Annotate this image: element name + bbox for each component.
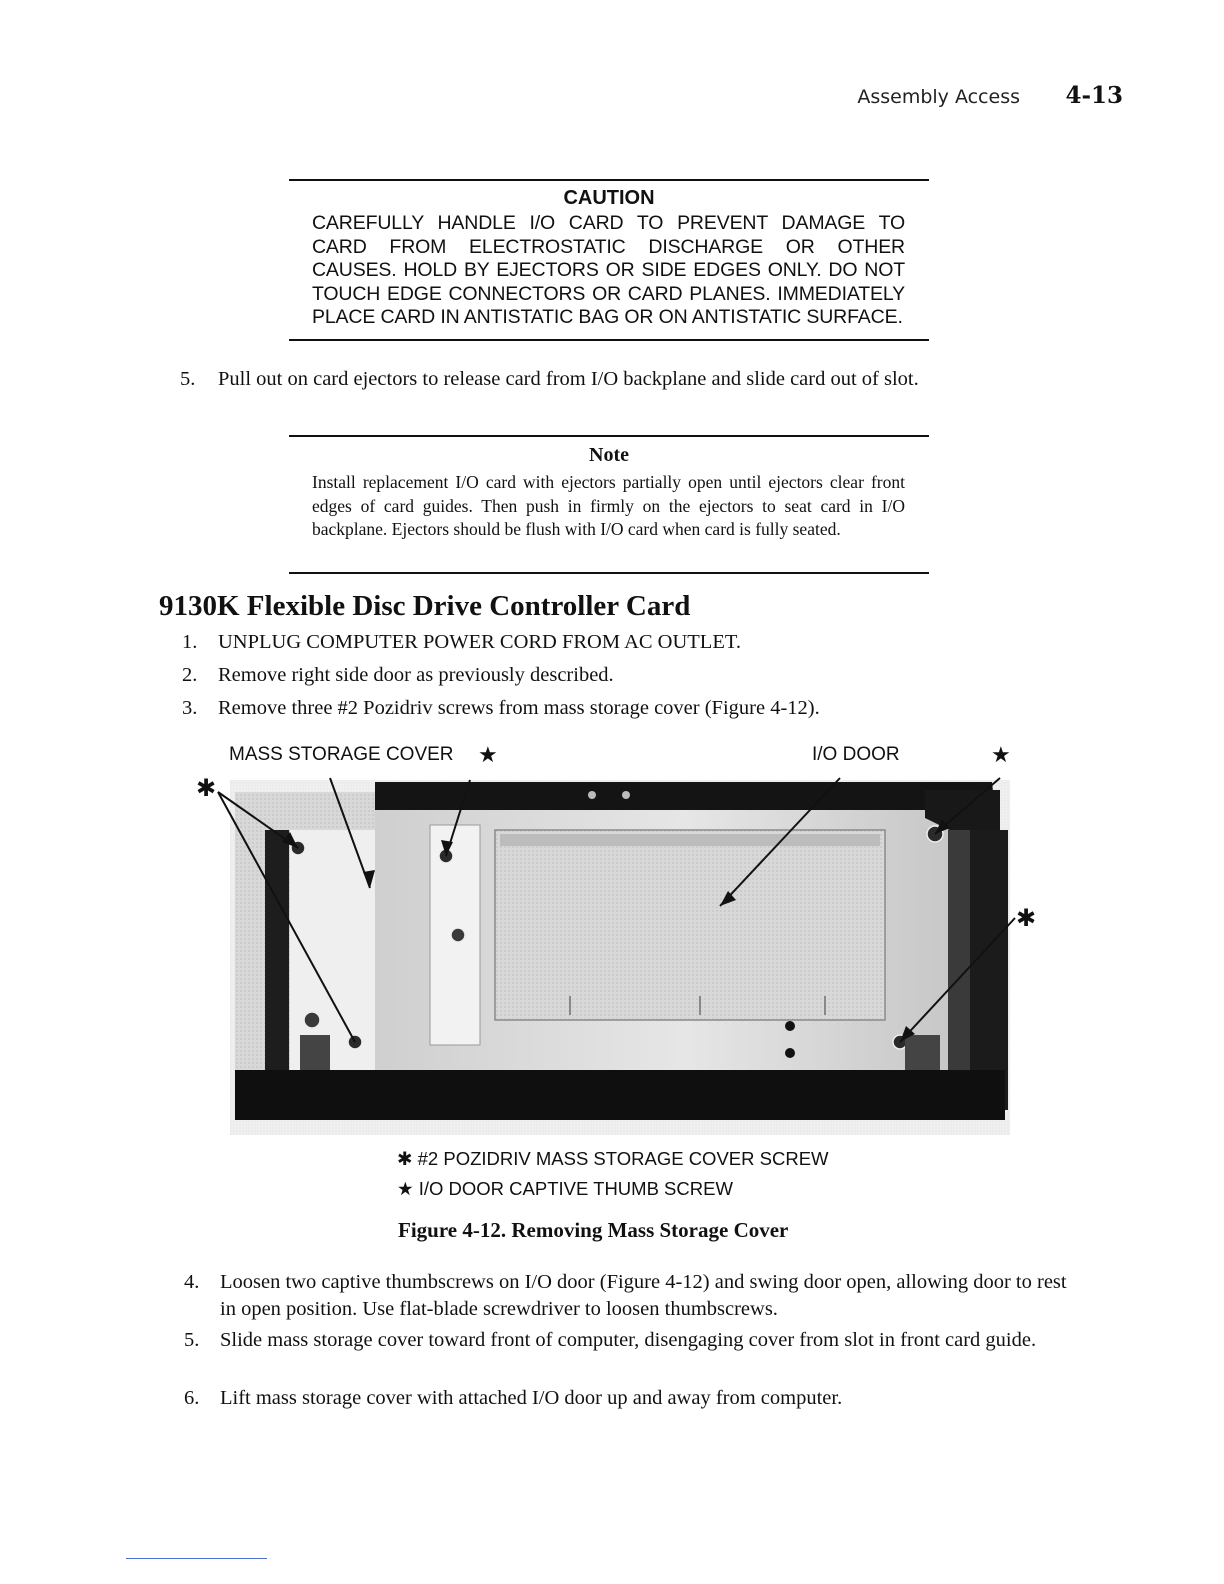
page-number: 4-13 [1065,82,1123,109]
step-3 [182,695,820,722]
step-number: 6. [184,1387,200,1409]
step-number: 5. [180,368,196,390]
caution-body: CAREFULLY HANDLE I/O CARD TO PREVENT DAMAGE TO CARD FROM ELECTROSTATIC DISCHARGE OR OTHER CAUSES. HOLD BY EJECTORS OR SIDE EDGES ONLY. DO NOT TOUCH EDGE CONNECTORS OR CARD PLANES. IMMEDIATELY PLACE CARD IN ANTISTATIC BAG OR ON ANTISTATIC SURFACE. [312,212,905,328]
step-number: 2. [182,664,198,686]
asterisk-marker-icon: ✱ [1016,904,1037,932]
step-4 [184,1269,1084,1323]
step-text: Lift mass storage cover with attached I/O door up and away from computer. [220,1387,843,1409]
star-marker-icon: ★ [991,743,1011,768]
label-mass-storage-cover: MASS STORAGE COVER [229,744,454,765]
step-text: Pull out on card ejectors to release card from I/O backplane and slide card out of slot. [218,368,919,390]
step-text: UNPLUG COMPUTER POWER CORD FROM AC OUTLET. [218,631,741,653]
step-5-slide-cover [184,1327,1084,1354]
caution-title: CAUTION [563,187,655,209]
note-body: Install replacement I/O card with ejectors partially open until ejectors clear front edges of card guides. Then push in firmly on the ejectors to seat card in I/O backplane. Ejectors should be flush with I/O card when card is fully seated. [312,472,905,539]
legend-asterisk-screw: ✱ #2 POZIDRIV MASS STORAGE COVER SCREW [397,1148,829,1169]
legend-star-thumbscrew: ★ I/O DOOR CAPTIVE THUMB SCREW [397,1178,733,1199]
footer-rule [126,1558,267,1559]
step-1 [182,629,741,656]
step-5-pull-card [180,366,1060,393]
section-heading: 9130K Flexible Disc Drive Controller Card [159,590,691,622]
mass-storage-cover-photo [200,770,1020,1140]
step-number: 4. [184,1271,200,1293]
star-marker-icon: ★ [478,743,498,768]
label-io-door: I/O DOOR [812,744,900,765]
note-title: Note [589,444,629,466]
figure-caption: Figure 4-12. Removing Mass Storage Cover [398,1218,789,1242]
note-box [289,435,929,574]
running-header-section: Assembly Access [857,86,1020,108]
caution-box [289,179,929,341]
step-text: Remove right side door as previously described. [218,664,614,686]
asterisk-marker-icon: ✱ [196,774,217,802]
step-text: Loosen two captive thumbscrews on I/O door (Figure 4-12) and swing door open, allowing door to rest in open position. Use flat-blade screwdriver to loosen thumbscrews. [220,1271,1067,1320]
step-2 [182,662,614,689]
step-text: Remove three #2 Pozidriv screws from mass storage cover (Figure 4-12). [218,697,820,719]
step-text: Slide mass storage cover toward front of computer, disengaging cover from slot in front card guide. [220,1329,1037,1351]
step-number: 3. [182,697,198,719]
step-6 [184,1385,1084,1412]
step-number: 1. [182,631,198,653]
step-number: 5. [184,1329,200,1351]
